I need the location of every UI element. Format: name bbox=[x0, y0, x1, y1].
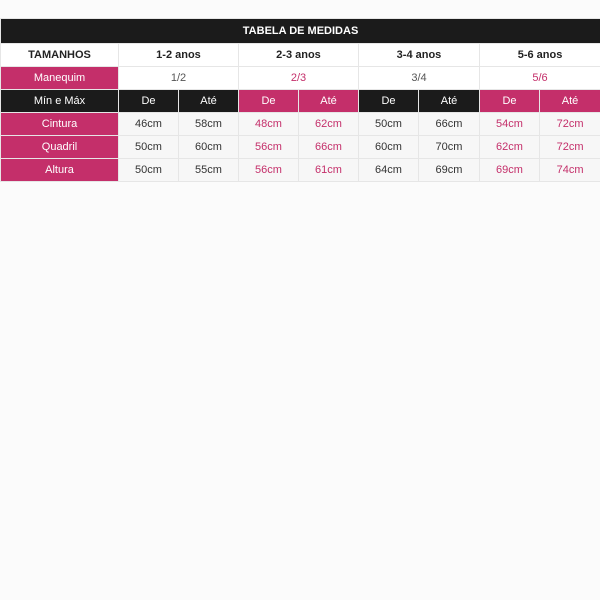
table-cell: 72cm bbox=[540, 113, 600, 136]
size-chart-table bbox=[0, 18, 600, 182]
mannequin-label: Manequim bbox=[1, 67, 119, 90]
age-group-header: 1-2 anos bbox=[119, 44, 239, 67]
table-cell: 56cm bbox=[239, 136, 299, 159]
row-label: Altura bbox=[1, 159, 119, 182]
from-header: De bbox=[119, 90, 179, 113]
sizes-label: TAMANHOS bbox=[1, 44, 119, 67]
row-label: Cintura bbox=[1, 113, 119, 136]
table-cell: 74cm bbox=[540, 159, 600, 182]
from-header: De bbox=[480, 90, 540, 113]
to-header: Até bbox=[179, 90, 239, 113]
table-cell: 60cm bbox=[179, 136, 239, 159]
from-header: De bbox=[239, 90, 299, 113]
mannequin-value: 5/6 bbox=[480, 67, 600, 90]
table-cell: 69cm bbox=[480, 159, 540, 182]
title-row bbox=[1, 19, 600, 44]
table-cell: 62cm bbox=[299, 113, 359, 136]
table-row bbox=[1, 136, 600, 159]
table-cell: 66cm bbox=[419, 113, 480, 136]
table-row bbox=[1, 113, 600, 136]
table-cell: 72cm bbox=[540, 136, 600, 159]
row-label: Quadril bbox=[1, 136, 119, 159]
table-cell: 48cm bbox=[239, 113, 299, 136]
age-group-header: 5-6 anos bbox=[480, 44, 600, 67]
mannequin-value: 1/2 bbox=[119, 67, 239, 90]
table-cell: 64cm bbox=[359, 159, 419, 182]
table-cell: 69cm bbox=[419, 159, 480, 182]
table-cell: 61cm bbox=[299, 159, 359, 182]
table-cell: 54cm bbox=[480, 113, 540, 136]
table-cell: 66cm bbox=[299, 136, 359, 159]
mannequin-value: 2/3 bbox=[239, 67, 359, 90]
age-group-header: 3-4 anos bbox=[359, 44, 480, 67]
table-title: TABELA DE MEDIDAS bbox=[1, 19, 600, 44]
table-cell: 50cm bbox=[119, 159, 179, 182]
minmax-header-row bbox=[1, 90, 600, 113]
to-header: Até bbox=[419, 90, 480, 113]
table-cell: 50cm bbox=[359, 113, 419, 136]
table-cell: 60cm bbox=[359, 136, 419, 159]
mannequin-value: 3/4 bbox=[359, 67, 480, 90]
table-cell: 62cm bbox=[480, 136, 540, 159]
table-cell: 58cm bbox=[179, 113, 239, 136]
table-cell: 55cm bbox=[179, 159, 239, 182]
to-header: Até bbox=[299, 90, 359, 113]
table-cell: 56cm bbox=[239, 159, 299, 182]
table-row bbox=[1, 159, 600, 182]
mannequin-row bbox=[1, 67, 600, 90]
to-header: Até bbox=[540, 90, 600, 113]
table-cell: 50cm bbox=[119, 136, 179, 159]
table-cell: 70cm bbox=[419, 136, 480, 159]
age-group-header: 2-3 anos bbox=[239, 44, 359, 67]
table-cell: 46cm bbox=[119, 113, 179, 136]
from-header: De bbox=[359, 90, 419, 113]
minmax-label: Mín e Máx bbox=[1, 90, 119, 113]
sizes-header-row bbox=[1, 44, 600, 67]
